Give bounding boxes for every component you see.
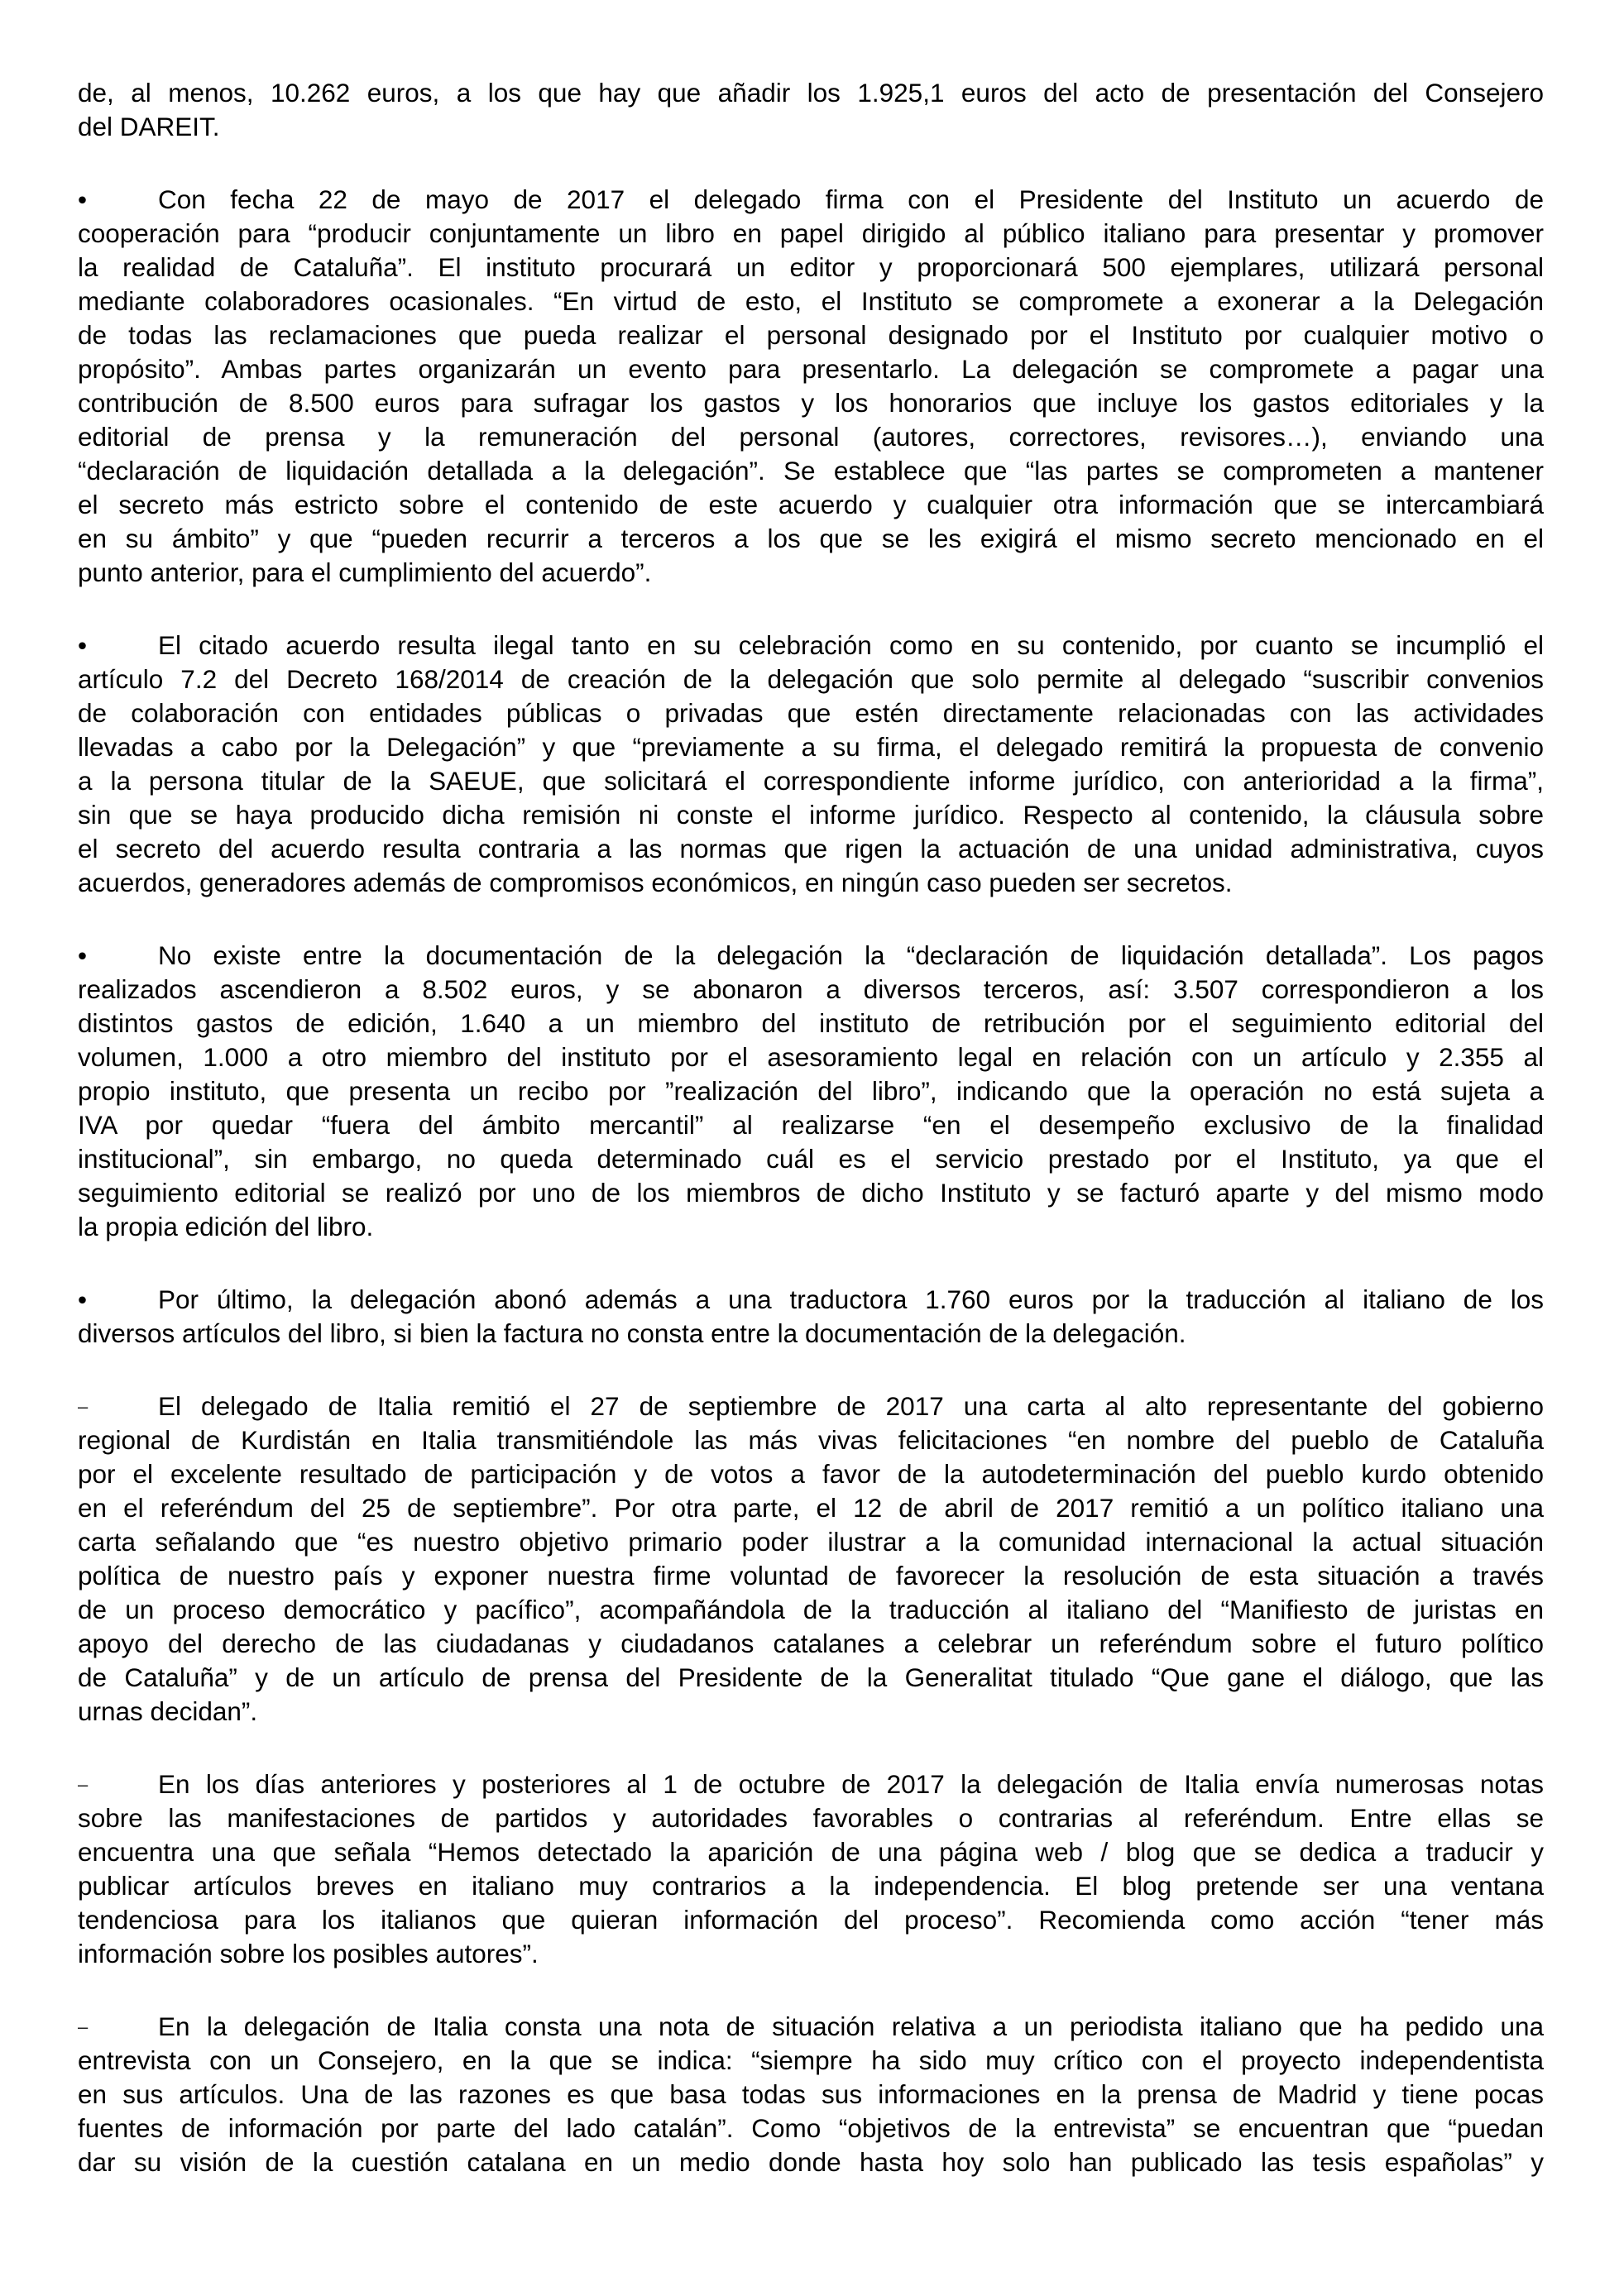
line-text: a la persona titular de la SAEUE, que solicitará el correspondiente informe jurídico, con anterioridad a la firma”, <box>78 766 1544 796</box>
text-line <box>78 2078 1544 2112</box>
line-text: en el referéndum del 25 de septiembre”. Por otra parte, el 12 de abril de 2017 remitió a un político italiano una <box>78 1493 1544 1523</box>
text-line <box>78 1176 1544 1210</box>
line-text: del DAREIT. <box>78 112 220 141</box>
line-text: regional de Kurdistán en Italia transmitiéndole las más vivas felicitaciones “en nombre del pueblo de Cataluña <box>78 1425 1544 1455</box>
dash-paragraph <box>78 1390 1544 1729</box>
text-line <box>78 183 1544 217</box>
dash-marker: – <box>78 1774 89 1795</box>
text-line <box>78 454 1544 488</box>
line-text: En los días anteriores y posteriores al 1 de octubre de 2017 la delegación de Italia envía numerosas notas <box>158 1769 1544 1799</box>
text-line <box>78 522 1544 556</box>
text-line <box>78 2145 1544 2179</box>
text-line <box>78 1937 1544 1971</box>
bullet-paragraph <box>78 183 1544 590</box>
text-line <box>78 696 1544 730</box>
line-text: de, al menos, 10.262 euros, a los que hay que añadir los 1.925,1 euros del acto de presentación del Consejero <box>78 78 1544 108</box>
line-text: de un proceso democrático y pacífico”, acompañándola de la traducción al italiano del “Manifiesto de juristas en <box>78 1595 1544 1624</box>
text-line <box>78 939 1544 973</box>
line-text: tendenciosa para los italianos que quieran información del proceso”. Recomienda como acción “tener más <box>78 1905 1544 1935</box>
text-line <box>78 1283 1544 1317</box>
line-text: En la delegación de Italia consta una nota de situación relativa a un periodista italiano que ha pedido una <box>158 2011 1544 2041</box>
text-line <box>78 1317 1544 1351</box>
text-line <box>78 1142 1544 1176</box>
text-line <box>78 1801 1544 1835</box>
text-line <box>78 1559 1544 1593</box>
line-text: urnas decidan”. <box>78 1696 258 1726</box>
line-text: institucional”, sin embargo, no queda determinado cuál es el servicio prestado por el Instituto, ya que el <box>78 1144 1544 1174</box>
text-line <box>78 76 1544 110</box>
line-text: de Cataluña” y de un artículo de prensa del Presidente de la Generalitat titulado “Que gane el diálogo, que las <box>78 1662 1544 1692</box>
text-line <box>78 2044 1544 2078</box>
text-line <box>78 1593 1544 1627</box>
text-line <box>78 110 1544 144</box>
line-text: acuerdos, generadores además de compromisos económicos, en ningún caso pueden ser secretos. <box>78 868 1233 897</box>
text-line <box>78 798 1544 832</box>
line-text: contribución de 8.500 euros para sufragar los gastos y los honorarios que incluye los gastos editoriales y la <box>78 388 1544 418</box>
line-text: entrevista con un Consejero, en la que se indica: “siempre ha sido muy crítico con el proyecto independentista <box>78 2045 1544 2075</box>
bullet-marker: • <box>78 1284 88 1314</box>
line-text: apoyo del derecho de las ciudadanas y ciudadanos catalanes a celebrar un referéndum sobre el futuro político <box>78 1629 1544 1658</box>
text-line <box>78 1835 1544 1869</box>
line-text: mediante colaboradores ocasionales. “En virtud de esto, el Instituto se compromete a exonerar a la Delegación <box>78 286 1544 316</box>
line-text: por el excelente resultado de participación y de votos a favor de la autodeterminación del pueblo kurdo obtenido <box>78 1459 1544 1489</box>
line-text: punto anterior, para el cumplimiento del acuerdo”. <box>78 557 652 587</box>
line-text: política de nuestro país y exponer nuestra firme voluntad de favorecer la resolución de esta situación a través <box>78 1561 1544 1590</box>
text-line <box>78 1040 1544 1074</box>
line-text: publicar artículos breves en italiano muy contrarios a la independencia. El blog pretende ser una ventana <box>78 1871 1544 1901</box>
text-line <box>78 1074 1544 1108</box>
bullet-marker: • <box>78 630 88 660</box>
line-text: cooperación para “producir conjuntamente un libro en papel dirigido al público italiano para presentar y promover <box>78 218 1544 248</box>
document-page <box>78 76 1544 2218</box>
line-text: editorial de prensa y la remuneración del personal (autores, correctores, revisores…), enviando una <box>78 422 1544 452</box>
text-line <box>78 730 1544 764</box>
text-line <box>78 629 1544 662</box>
line-text: encuentra una que señala “Hemos detectado la aparición de una página web / blog que se dedica a traducir y <box>78 1837 1544 1867</box>
text-line <box>78 1869 1544 1903</box>
bullet-paragraph <box>78 939 1544 1244</box>
bullet-marker: • <box>78 184 88 214</box>
line-text: distintos gastos de edición, 1.640 a un miembro del instituto de retribución por el seguimiento editorial del <box>78 1008 1544 1038</box>
bullet-paragraph <box>78 629 1544 900</box>
line-text: volumen, 1.000 a otro miembro del instituto por el asesoramiento legal en relación con un artículo y 2.355 al <box>78 1042 1544 1072</box>
line-text: fuentes de información por parte del lado catalán”. Como “objetivos de la entrevista” se encuentran que “puedan <box>78 2113 1544 2143</box>
line-text: propio instituto, que presenta un recibo por ”realización del libro”, indicando que la operación no está sujeta a <box>78 1076 1544 1106</box>
line-text: sin que se haya producido dicha remisión ni conste el informe jurídico. Respecto al contenido, la cláusula sobre <box>78 800 1544 830</box>
text-line <box>78 251 1544 285</box>
line-text: No existe entre la documentación de la delegación la “declaración de liquidación detallada”. Los pagos <box>158 940 1544 970</box>
line-text: Con fecha 22 de mayo de 2017 el delegado firma con el Presidente del Instituto un acuerdo de <box>158 184 1544 214</box>
text-line <box>78 285 1544 318</box>
text-line <box>78 1525 1544 1559</box>
text-line <box>78 318 1544 352</box>
text-line <box>78 386 1544 420</box>
text-line <box>78 1457 1544 1491</box>
line-text: llevadas a cabo por la Delegación” y que “previamente a su firma, el delegado remitirá la propuesta de convenio <box>78 732 1544 762</box>
text-line <box>78 1390 1544 1423</box>
text-line <box>78 1108 1544 1142</box>
text-line <box>78 556 1544 590</box>
text-line <box>78 217 1544 251</box>
line-text: en su ámbito” y que “pueden recurrir a terceros a los que se les exigirá el mismo secreto mencionado en el <box>78 524 1544 553</box>
text-line <box>78 1627 1544 1661</box>
text-line <box>78 1007 1544 1040</box>
text-line <box>78 420 1544 454</box>
bullet-marker: • <box>78 940 88 970</box>
text-line <box>78 866 1544 900</box>
line-text: la propia edición del libro. <box>78 1212 374 1241</box>
line-text: IVA por quedar “fuera del ámbito mercantil” al realizarse “en el desempeño exclusivo de la finalidad <box>78 1110 1544 1140</box>
line-text: la realidad de Cataluña”. El instituto procurará un editor y proporcionará 500 ejemplares, utilizará personal <box>78 252 1544 282</box>
line-text: de colaboración con entidades públicas o privadas que estén directamente relacionadas con las actividades <box>78 698 1544 728</box>
text-line <box>78 662 1544 696</box>
text-line <box>78 1210 1544 1244</box>
line-text: sobre las manifestaciones de partidos y autoridades favorables o contrarias al referéndum. Entre ellas se <box>78 1803 1544 1833</box>
text-line <box>78 352 1544 386</box>
text-line <box>78 832 1544 866</box>
line-text: el secreto más estricto sobre el contenido de este acuerdo y cualquier otra información que se intercambiará <box>78 490 1544 519</box>
text-line <box>78 2010 1544 2044</box>
text-line <box>78 2112 1544 2145</box>
text-line <box>78 1423 1544 1457</box>
text-line <box>78 764 1544 798</box>
line-text: Por último, la delegación abonó además a una traductora 1.760 euros por la traducción al italiano de los <box>158 1284 1544 1314</box>
text-line <box>78 488 1544 522</box>
dash-marker: – <box>78 1396 89 1417</box>
paragraph <box>78 76 1544 144</box>
text-line <box>78 1903 1544 1937</box>
line-text: seguimiento editorial se realizó por uno de los miembros de dicho Instituto y se facturó aparte y del mismo modo <box>78 1178 1544 1208</box>
text-line <box>78 1695 1544 1729</box>
line-text: carta señalando que “es nuestro objetivo primario poder ilustrar a la comunidad internacional la actual situación <box>78 1527 1544 1557</box>
line-text: El citado acuerdo resulta ilegal tanto en su celebración como en su contenido, por cuanto se incumplió el <box>158 630 1544 660</box>
line-text: realizados ascendieron a 8.502 euros, y se abonaron a diversos terceros, así: 3.507 correspondieron a los <box>78 974 1544 1004</box>
line-text: El delegado de Italia remitió el 27 de septiembre de 2017 una carta al alto representante del gobierno <box>158 1391 1544 1421</box>
line-text: en sus artículos. Una de las razones es que basa todas sus informaciones en la prensa de Madrid y tiene pocas <box>78 2079 1544 2109</box>
dash-paragraph <box>78 2010 1544 2179</box>
line-text: artículo 7.2 del Decreto 168/2014 de creación de la delegación que solo permite al delegado “suscribir convenios <box>78 664 1544 694</box>
text-line <box>78 1767 1544 1801</box>
line-text: dar su visión de la cuestión catalana en un medio donde hasta hoy solo han publicado las tesis españolas” y <box>78 2147 1544 2177</box>
line-text: “declaración de liquidación detallada a la delegación”. Se establece que “las partes se comprometen a mantener <box>78 456 1544 486</box>
dash-paragraph <box>78 1767 1544 1971</box>
line-text: el secreto del acuerdo resulta contraria a las normas que rigen la actuación de una unidad administrativa, cuyos <box>78 834 1544 863</box>
bullet-paragraph <box>78 1283 1544 1351</box>
text-line <box>78 1661 1544 1695</box>
line-text: propósito”. Ambas partes organizarán un evento para presentarlo. La delegación se compromete a pagar una <box>78 354 1544 384</box>
text-line <box>78 973 1544 1007</box>
line-text: de todas las reclamaciones que pueda realizar el personal designado por el Instituto por cualquier motivo o <box>78 320 1544 350</box>
text-line <box>78 1491 1544 1525</box>
dash-marker: – <box>78 2016 89 2037</box>
line-text: información sobre los posibles autores”. <box>78 1939 539 1968</box>
line-text: diversos artículos del libro, si bien la factura no consta entre la documentación de la delegación. <box>78 1318 1186 1348</box>
